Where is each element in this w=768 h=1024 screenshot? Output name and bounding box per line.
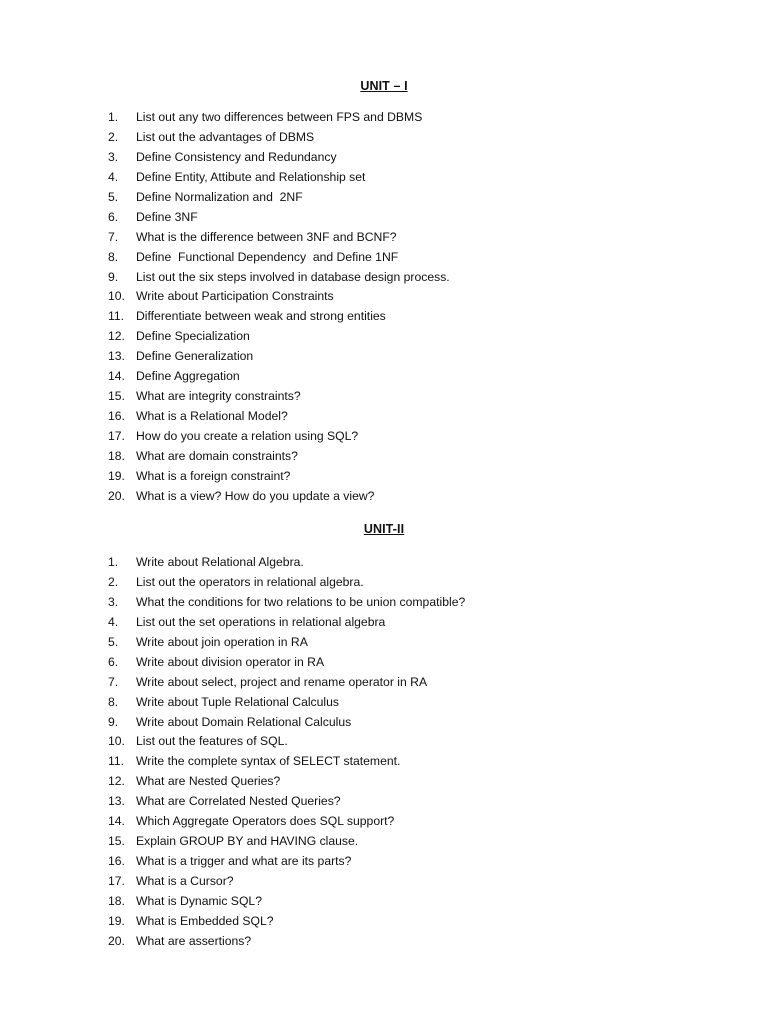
question-item	[108, 792, 708, 812]
question-item	[108, 752, 708, 772]
question-text: Define Specialization	[136, 329, 250, 344]
question-number: 8.	[108, 694, 119, 709]
question-text: List out the features of SQL.	[136, 734, 288, 749]
question-number: 19.	[108, 913, 125, 928]
question-number: 6.	[108, 654, 119, 669]
question-number: 1.	[108, 555, 119, 569]
question-number: 17.	[108, 429, 125, 443]
question-text: Define Consistency and Redundancy	[136, 149, 337, 164]
question-item	[108, 673, 708, 693]
question-text: What is Embedded SQL?	[136, 913, 274, 928]
question-text: What are integrity constraints?	[136, 389, 301, 404]
question-item	[108, 653, 708, 673]
question-number: 5.	[108, 634, 119, 649]
question-item	[108, 407, 708, 427]
question-text: What is a Relational Model?	[136, 409, 288, 424]
question-text: Write about Participation Constraints	[136, 289, 334, 304]
question-number: 10.	[108, 289, 125, 304]
question-number: 15.	[108, 834, 125, 849]
question-item	[108, 872, 708, 892]
question-text: What is a foreign constraint?	[136, 468, 291, 483]
question-item	[108, 367, 708, 387]
question-number: 5.	[108, 189, 119, 204]
question-item	[108, 713, 708, 733]
question-item	[108, 307, 708, 327]
question-number: 20.	[108, 488, 125, 503]
question-text: Write about Tuple Relational Calculus	[136, 694, 340, 709]
question-item	[108, 228, 708, 248]
question-item	[108, 467, 708, 487]
question-item	[108, 932, 708, 952]
question-number: 17.	[108, 874, 125, 888]
question-number: 4.	[108, 614, 119, 629]
question-text: What are domain constraints?	[136, 448, 298, 463]
unit-2-heading: UNIT-II	[363, 522, 405, 536]
question-number: 16.	[108, 409, 125, 424]
question-text: Write about Domain Relational Calculus	[136, 714, 352, 729]
question-item	[108, 772, 708, 792]
question-text: Explain GROUP BY and HAVING clause.	[136, 834, 359, 849]
question-number: 6.	[108, 209, 119, 224]
question-number: 16.	[108, 854, 125, 869]
question-text: Define 3NF	[136, 209, 198, 224]
question-text: List out any two differences between FPS and DBMS	[136, 110, 423, 124]
question-text: What are Nested Queries?	[136, 774, 281, 789]
question-number: 9.	[108, 269, 119, 284]
question-text: List out the advantages of DBMS	[136, 129, 315, 144]
question-item	[108, 633, 708, 653]
question-text: Which Aggregate Operators does SQL support?	[136, 814, 395, 829]
question-text: Write about join operation in RA	[136, 634, 308, 649]
question-text: What is a trigger and what are its parts?	[136, 854, 352, 869]
question-text: Write the complete syntax of SELECT statement.	[136, 754, 401, 769]
question-text: Define Functional Dependency and Define 1NF	[136, 249, 399, 264]
question-number: 14.	[108, 814, 125, 829]
question-item	[108, 268, 708, 288]
question-item	[108, 248, 708, 268]
question-number: 18.	[108, 448, 125, 463]
question-item	[108, 852, 708, 872]
question-item	[108, 912, 708, 932]
question-number: 11.	[108, 309, 125, 324]
question-text: Define Aggregation	[136, 369, 240, 384]
question-item	[108, 613, 708, 633]
question-item	[108, 812, 708, 832]
question-text: List out the set operations in relational algebra	[136, 614, 386, 629]
question-item	[108, 593, 708, 613]
question-number: 7.	[108, 674, 119, 689]
question-number: 8.	[108, 249, 119, 264]
question-number: 15.	[108, 389, 125, 404]
question-text: What is Dynamic SQL?	[136, 893, 262, 908]
question-text: List out the operators in relational algebra.	[136, 574, 364, 589]
question-item	[108, 168, 708, 188]
question-number: 4.	[108, 169, 119, 184]
question-number: 18.	[108, 893, 125, 908]
question-item	[108, 832, 708, 852]
question-item	[108, 208, 708, 228]
question-number: 14.	[108, 369, 125, 384]
question-text: What is a Cursor?	[136, 874, 234, 888]
question-number: 2.	[108, 129, 119, 144]
question-number: 9.	[108, 714, 119, 729]
question-number: 1.	[108, 110, 119, 124]
question-number: 20.	[108, 933, 125, 948]
question-item	[108, 427, 708, 447]
question-text: Differentiate between weak and strong entities	[136, 309, 386, 324]
question-number: 19.	[108, 468, 125, 483]
question-number: 3.	[108, 149, 119, 164]
question-item	[108, 447, 708, 467]
question-item	[108, 387, 708, 407]
question-text: What are assertions?	[136, 933, 252, 948]
question-number: 13.	[108, 794, 125, 809]
question-item	[108, 573, 708, 593]
question-item	[108, 108, 708, 128]
unit-1-question-list	[108, 108, 708, 507]
question-item	[108, 148, 708, 168]
question-number: 12.	[108, 329, 125, 344]
question-number: 12.	[108, 774, 125, 789]
question-item	[108, 732, 708, 752]
question-item	[108, 892, 708, 912]
question-text: Define Generalization	[136, 349, 254, 364]
question-item	[108, 287, 708, 307]
question-text: Define Normalization and 2NF	[136, 189, 303, 204]
question-text: How do you create a relation using SQL?	[136, 429, 359, 443]
question-item	[108, 553, 708, 573]
question-item	[108, 188, 708, 208]
question-item	[108, 128, 708, 148]
unit-1-heading: UNIT – I	[360, 79, 408, 93]
question-text: What are Correlated Nested Queries?	[136, 794, 341, 809]
question-number: 11.	[108, 754, 125, 769]
question-number: 7.	[108, 229, 119, 244]
question-item	[108, 327, 708, 347]
question-text: What is a view? How do you update a view?	[136, 488, 375, 503]
question-text: What is the difference between 3NF and BCNF?	[136, 229, 397, 244]
question-number: 2.	[108, 574, 119, 589]
question-number: 10.	[108, 734, 125, 749]
question-number: 13.	[108, 349, 125, 364]
question-text: Write about Relational Algebra.	[136, 555, 304, 569]
question-text: List out the six steps involved in database design process.	[136, 269, 450, 284]
question-item	[108, 693, 708, 713]
question-item	[108, 347, 708, 367]
question-number: 3.	[108, 594, 119, 609]
question-text: Define Entity, Attibute and Relationship set	[136, 169, 366, 184]
unit-2-question-list	[108, 553, 708, 952]
question-text: What the conditions for two relations to be union compatible?	[136, 594, 466, 609]
question-item	[108, 487, 708, 507]
question-text: Write about division operator in RA	[136, 654, 325, 669]
question-text: Write about select, project and rename operator in RA	[136, 674, 428, 689]
